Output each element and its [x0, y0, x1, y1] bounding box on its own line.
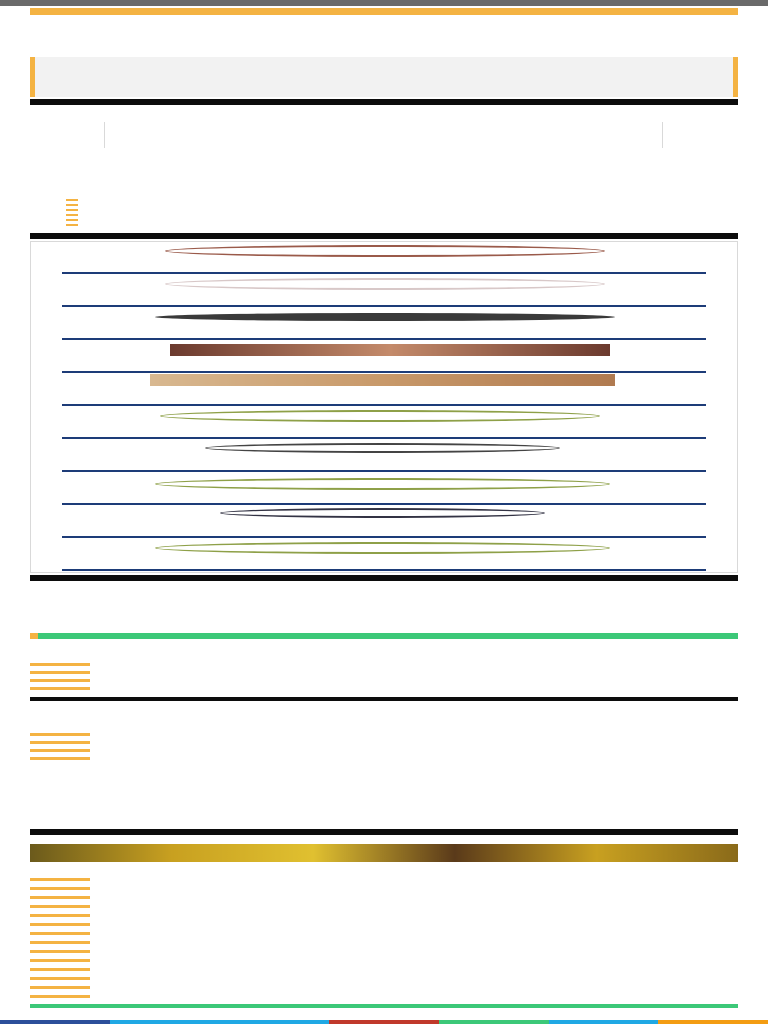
- product-image: [165, 245, 605, 257]
- section-1-note: [30, 108, 738, 128]
- section-4-paragraph: [30, 703, 738, 731]
- product-image: [155, 542, 610, 554]
- section-1-title: [30, 98, 738, 106]
- product-link[interactable]: [62, 491, 702, 501]
- intro-text: [30, 18, 738, 38]
- section-2-title: [30, 574, 738, 582]
- product-image: [150, 374, 615, 386]
- note-left-rule: [104, 122, 105, 148]
- section-5-footer-rule: [30, 1004, 738, 1008]
- product-divider: [62, 371, 706, 373]
- section-3-tag-text: [98, 663, 718, 695]
- product-link[interactable]: [62, 359, 702, 369]
- product-link[interactable]: [62, 425, 702, 435]
- section-3-accent: [30, 633, 38, 639]
- section-5-banner-image: [30, 844, 738, 862]
- section-5-title: [30, 828, 738, 836]
- product-divider: [62, 569, 706, 571]
- product-image: [170, 344, 610, 356]
- product-divider: [62, 272, 706, 274]
- section-3-tag-list: [30, 663, 90, 695]
- section-5-paragraph: [30, 866, 738, 878]
- product-link[interactable]: [62, 260, 702, 270]
- footer-segment[interactable]: [658, 1020, 768, 1024]
- product-divider: [62, 536, 706, 538]
- product-link[interactable]: [62, 293, 702, 303]
- footer-segment[interactable]: [219, 1020, 329, 1024]
- product-link[interactable]: [62, 326, 702, 336]
- note-right-rule: [662, 122, 663, 148]
- section-1-paragraph: [30, 150, 738, 196]
- section-4-tag-list: [30, 733, 90, 765]
- product-link[interactable]: [62, 557, 702, 567]
- product-image: [155, 313, 615, 321]
- product-divider: [62, 470, 706, 472]
- product-divider: [62, 503, 706, 505]
- spec-table: [64, 197, 704, 231]
- section-4-title: [30, 695, 738, 703]
- product-divider: [62, 338, 706, 340]
- product-divider: [62, 305, 706, 307]
- footer-segment[interactable]: [0, 1020, 110, 1024]
- footer-segment[interactable]: [439, 1020, 549, 1024]
- product-divider: [62, 404, 706, 406]
- footer-bar: [0, 1020, 768, 1024]
- section-5-tag-text: [98, 878, 718, 1002]
- product-image: [205, 443, 560, 453]
- section-5-tag-list: [30, 878, 90, 1002]
- product-link[interactable]: [62, 458, 702, 468]
- footer-segment[interactable]: [329, 1020, 439, 1024]
- product-divider: [62, 437, 706, 439]
- product-link[interactable]: [62, 392, 702, 402]
- gallery-title: [30, 232, 738, 240]
- section-2-paragraph: [30, 583, 738, 631]
- footer-segment[interactable]: [549, 1020, 659, 1024]
- product-image: [165, 278, 605, 290]
- product-image: [155, 478, 610, 490]
- section-3-title: [30, 632, 738, 640]
- product-image: [220, 508, 545, 518]
- product-link[interactable]: [62, 524, 702, 534]
- summary-link-list: [120, 66, 620, 94]
- footer-segment[interactable]: [110, 1020, 220, 1024]
- page-title: [30, 6, 738, 17]
- spec-marker-icon: [66, 199, 78, 229]
- product-image: [160, 410, 600, 422]
- section-3-paragraph: [30, 641, 738, 661]
- section-4-tag-text: [98, 733, 718, 827]
